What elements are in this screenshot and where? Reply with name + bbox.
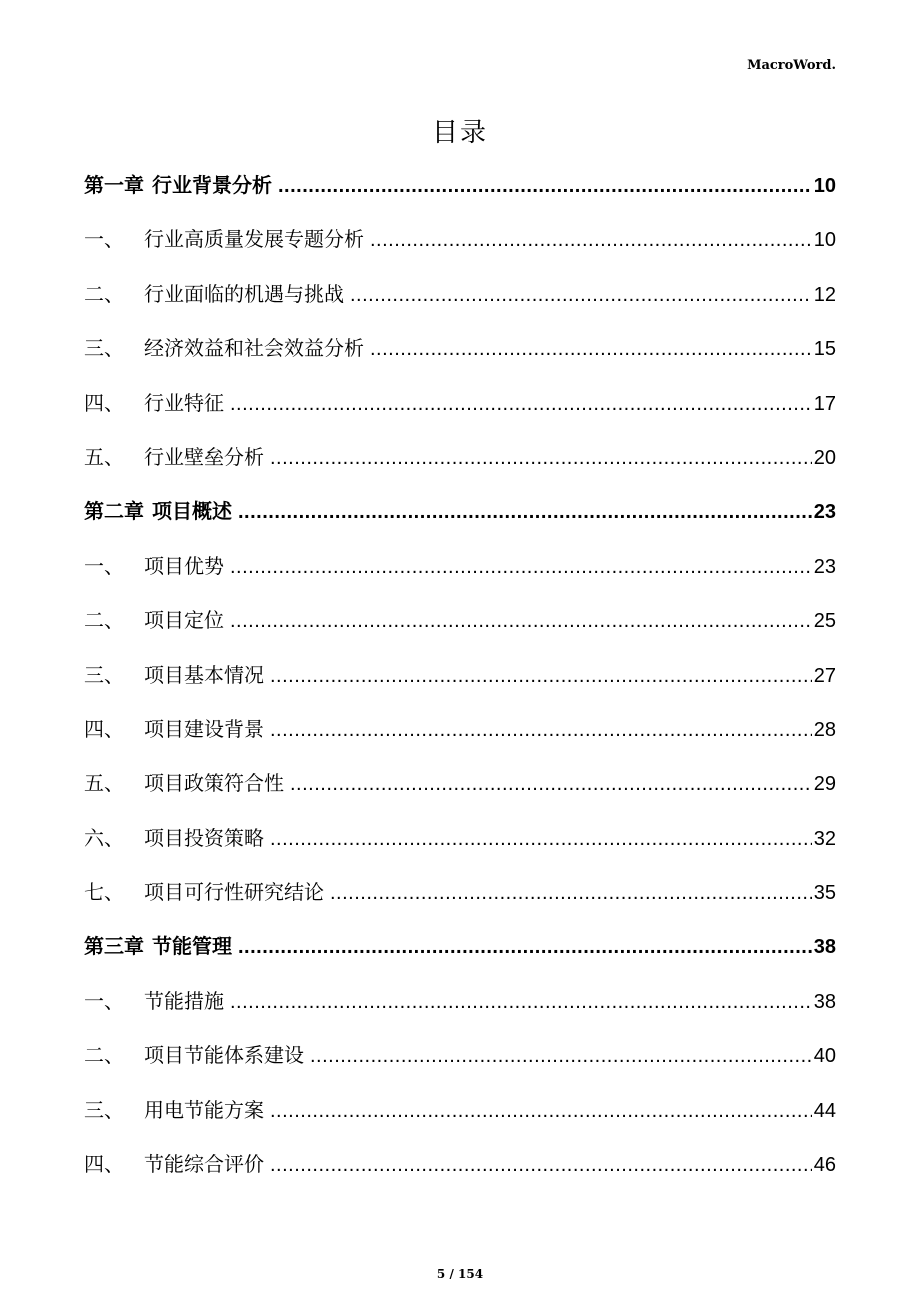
toc-entry-page: 10 <box>813 229 836 252</box>
toc-entry-page: 12 <box>813 283 836 306</box>
toc-entry-number: 五、 <box>84 771 124 796</box>
toc-section-entry[interactable] <box>84 593 836 647</box>
toc-entry-label: 行业高质量发展专题分析 <box>144 227 364 252</box>
toc-dot-leader <box>270 431 812 485</box>
toc-section-entry[interactable] <box>84 811 836 865</box>
table-of-contents <box>84 158 836 1191</box>
toc-entry-page: 38 <box>813 936 836 959</box>
toc-dot-leader <box>350 268 812 322</box>
toc-entry-page: 44 <box>813 1099 836 1122</box>
toc-dot-leader <box>230 975 812 1029</box>
toc-entry-page: 10 <box>813 175 836 197</box>
toc-entry-page: 17 <box>813 392 836 415</box>
toc-entry-label: 节能综合评价 <box>144 1152 264 1177</box>
toc-entry-number: 第三章 <box>84 934 144 959</box>
toc-entry-page: 40 <box>813 1045 836 1068</box>
toc-dot-leader <box>370 322 812 376</box>
toc-section-entry[interactable] <box>84 1083 836 1137</box>
toc-entry-number: 四、 <box>84 390 124 415</box>
toc-dot-leader <box>270 1084 812 1138</box>
toc-chapter-entry[interactable] <box>84 484 836 538</box>
toc-chapter-entry[interactable] <box>84 919 836 973</box>
toc-entry-number: 一、 <box>84 988 124 1013</box>
toc-dot-leader <box>330 866 812 920</box>
toc-section-entry[interactable] <box>84 974 836 1028</box>
toc-entry-label: 项目概述 <box>152 499 232 524</box>
toc-entry-number: 七、 <box>84 880 124 905</box>
toc-entry-page: 38 <box>813 990 836 1013</box>
toc-dot-leader <box>290 757 812 811</box>
toc-section-entry[interactable] <box>84 756 836 810</box>
toc-section-entry[interactable] <box>84 702 836 756</box>
toc-section-entry[interactable] <box>84 212 836 266</box>
toc-entry-page: 15 <box>813 338 836 361</box>
toc-entry-page: 23 <box>813 501 836 524</box>
toc-dot-leader <box>310 1029 812 1083</box>
toc-dot-leader <box>370 213 812 267</box>
toc-entry-page: 32 <box>813 827 836 850</box>
toc-dot-leader <box>270 703 812 757</box>
toc-entry-label: 节能管理 <box>152 934 232 959</box>
toc-entry-number: 三、 <box>84 336 124 361</box>
toc-entry-number: 二、 <box>84 281 124 306</box>
toc-entry-number: 第二章 <box>84 499 144 524</box>
toc-entry-number: 四、 <box>84 1152 124 1177</box>
toc-entry-label: 节能措施 <box>144 988 224 1013</box>
toc-entry-page: 25 <box>813 610 836 633</box>
toc-dot-leader <box>238 485 812 539</box>
toc-entry-label: 项目可行性研究结论 <box>144 880 324 905</box>
toc-entry-number: 三、 <box>84 1097 124 1122</box>
toc-chapter-entry[interactable] <box>84 158 836 212</box>
toc-entry-label: 项目投资策略 <box>144 825 264 850</box>
toc-entry-label: 项目优势 <box>144 553 224 578</box>
toc-dot-leader <box>270 649 812 703</box>
toc-entry-page: 35 <box>813 882 836 905</box>
toc-section-entry[interactable] <box>84 648 836 702</box>
toc-dot-leader <box>278 159 812 213</box>
toc-section-entry[interactable] <box>84 376 836 430</box>
toc-entry-label: 项目节能体系建设 <box>144 1043 304 1068</box>
toc-entry-label: 项目政策符合性 <box>144 771 284 796</box>
toc-entry-number: 一、 <box>84 553 124 578</box>
toc-title: 目录 <box>431 118 488 148</box>
toc-entry-label: 项目基本情况 <box>144 662 264 687</box>
toc-entry-label: 行业壁垒分析 <box>144 444 264 469</box>
toc-dot-leader <box>230 377 812 431</box>
toc-entry-label: 行业背景分析 <box>152 173 272 197</box>
toc-dot-leader <box>230 594 812 648</box>
toc-section-entry[interactable] <box>84 865 836 919</box>
toc-entry-page: 23 <box>813 555 836 578</box>
toc-entry-label: 经济效益和社会效益分析 <box>144 336 364 361</box>
toc-section-entry[interactable] <box>84 1028 836 1082</box>
toc-entry-label: 行业面临的机遇与挑战 <box>144 281 344 306</box>
toc-dot-leader <box>230 540 812 594</box>
toc-entry-label: 项目定位 <box>144 608 224 633</box>
toc-entry-number: 三、 <box>84 662 124 687</box>
toc-entry-page: 46 <box>813 1154 836 1177</box>
toc-section-entry[interactable] <box>84 430 836 484</box>
toc-entry-number: 二、 <box>84 1043 124 1068</box>
toc-dot-leader <box>270 812 812 866</box>
toc-section-entry[interactable] <box>84 1137 836 1191</box>
toc-entry-page: 20 <box>813 446 836 469</box>
header-brand: MacroWord. <box>747 58 836 73</box>
toc-entry-number: 一、 <box>84 227 124 252</box>
toc-section-entry[interactable] <box>84 539 836 593</box>
toc-entry-label: 项目建设背景 <box>144 716 264 741</box>
toc-entry-number: 五、 <box>84 444 124 469</box>
toc-entry-page: 27 <box>813 664 836 687</box>
toc-entry-label: 用电节能方案 <box>144 1097 264 1122</box>
toc-entry-label: 行业特征 <box>144 390 224 415</box>
toc-dot-leader <box>270 1138 812 1192</box>
toc-entry-number: 六、 <box>84 825 124 850</box>
toc-entry-page: 28 <box>813 718 836 741</box>
page-indicator: 5 / 154 <box>436 1267 484 1281</box>
toc-section-entry[interactable] <box>84 321 836 375</box>
toc-section-entry[interactable] <box>84 267 836 321</box>
toc-entry-number: 二、 <box>84 608 124 633</box>
toc-dot-leader <box>238 920 812 974</box>
toc-entry-page: 29 <box>813 773 836 796</box>
toc-entry-number: 四、 <box>84 716 124 741</box>
toc-entry-number: 第一章 <box>84 173 144 197</box>
